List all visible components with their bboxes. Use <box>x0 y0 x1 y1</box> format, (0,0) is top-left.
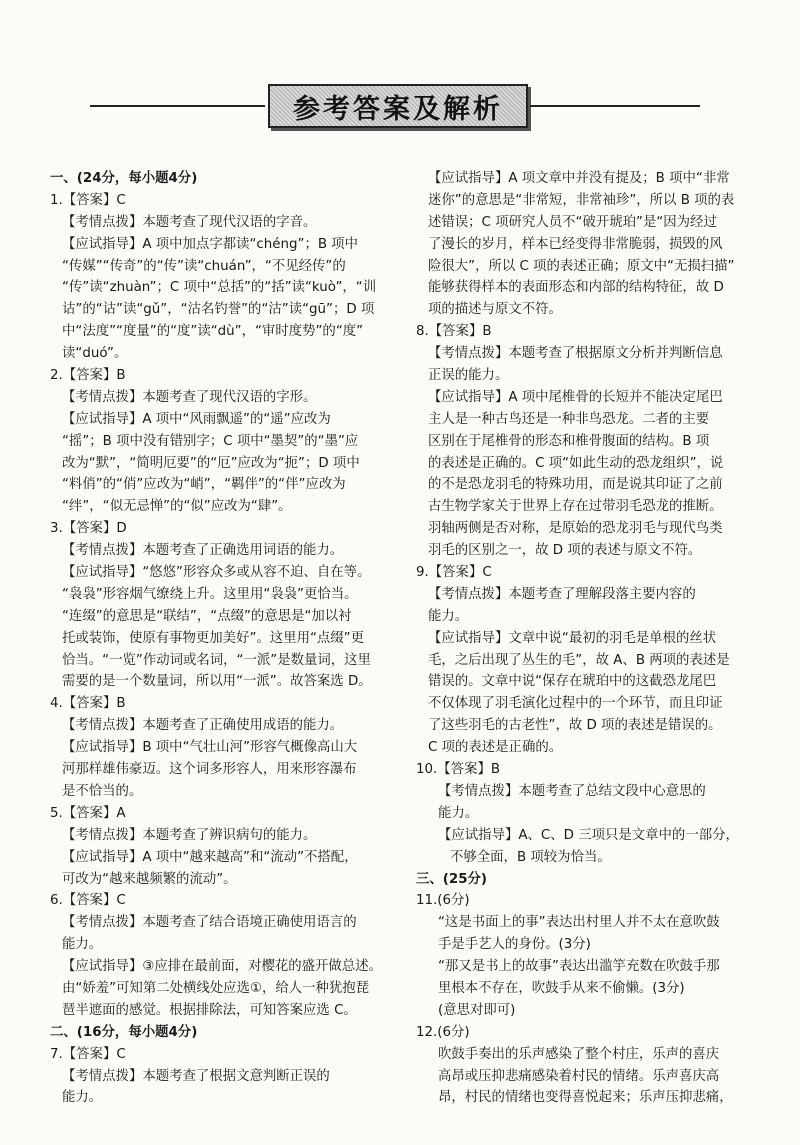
text-line: 【应试指导】“悠悠”形容众多或从容不迫、自在等。 <box>62 565 371 581</box>
text-line: 【考情点拨】本题考查了现代汉语的字形。 <box>62 389 317 405</box>
text-line: “绊”，“似无忌惮”的“似”应改为“肆”。 <box>62 499 292 515</box>
text-line: 11.(6分) <box>416 893 470 909</box>
text-line: 【考情点拨】本题考查了总结文段中心意思的 <box>438 783 706 799</box>
text-line: 能够获得样本的表面形态和内部的结构特征，故 D <box>428 280 724 296</box>
text-line: 【应试指导】A 项中“风雨飘遥”的“遥”应改为 <box>62 411 331 427</box>
text-line: 是不恰当的。 <box>62 783 143 799</box>
header-rule-left <box>90 105 265 107</box>
title-box <box>268 84 528 128</box>
text-line: 一、(24分，每小题4分) <box>50 171 198 186</box>
text-line: 迷你”的意思是“非常短，非常袖珍”，所以 B 项的表 <box>428 192 735 208</box>
text-line: 不够全面，B 项较为恰当。 <box>450 849 611 865</box>
text-line: 3.【答案】D <box>50 521 127 537</box>
text-line: “传”读“zhuàn”；C 项中“总括”的“括”读“kuò”，“训 <box>62 280 377 296</box>
text-line: 【考情点拨】本题考查了正确选用词语的能力。 <box>62 543 344 559</box>
text-line: 毛，之后出现了丛生的毛”，故 A、B 两项的表述是 <box>428 652 730 668</box>
text-line: 手是手艺人的身份。(3分) <box>438 937 591 953</box>
text-line: 7.【答案】C <box>50 1046 126 1062</box>
text-line: 错误的。文章中说“保存在琥珀中的这截恐龙尾巴 <box>428 674 717 690</box>
text-line: “摇”；B 项中没有错别字；C 项中“墨契”的“墨”应 <box>62 433 359 449</box>
text-line: 2.【答案】B <box>50 368 126 384</box>
text-line: (意思对即可) <box>438 1002 516 1018</box>
text-line: 不仅体现了羽毛演化过程中的一个环节，而且印证 <box>428 696 723 712</box>
text-line: 里根本不存在，吹鼓手从来不偷懒。(3分) <box>438 980 685 996</box>
text-line: 吹鼓手奏出的乐声感染了整个村庄，乐声的喜庆 <box>438 1046 720 1062</box>
text-line: 4.【答案】B <box>50 696 126 712</box>
text-line: 【应试指导】③应排在最前面，对樱花的盛开做总述。 <box>62 959 382 975</box>
text-line: 8.【答案】B <box>416 324 492 340</box>
text-line: 需要的是一个数量词，所以用“一派”。故答案选 D。 <box>62 674 372 690</box>
text-line: “袅袅”形容烟气缭绕上升。这里用“袅袅”更恰当。 <box>62 586 358 602</box>
text-line: 【考情点拨】本题考查了理解段落主要内容的 <box>428 586 696 602</box>
text-line: 正误的能力。 <box>428 368 509 384</box>
text-line: 【应试指导】A 项中加点字都读“chéng”；B 项中 <box>62 236 359 252</box>
text-line: 羽轴两侧是否对称，是原始的恐龙羽毛与现代鸟类 <box>428 521 723 537</box>
text-line: 了这些羽毛的古老性”，故 D 项的表述是错误的。 <box>428 718 722 734</box>
text-line: 述错误；C 项研究人员不“破开琥珀”是“因为经过 <box>428 214 717 230</box>
text-line: 区别在于尾椎骨的形态和椎骨腹面的结构。B 项 <box>428 433 710 449</box>
text-line: 恰当。“一览”作动词或名词，“一派”是数量词，这里 <box>62 652 371 668</box>
text-line: 5.【答案】A <box>50 805 126 821</box>
right-column <box>416 168 768 1109</box>
text-line: 10.【答案】B <box>416 762 501 778</box>
text-line: 【考情点拨】本题考查了正确使用成语的能力。 <box>62 718 344 734</box>
text-line: 能力。 <box>428 608 469 624</box>
text-line: 险很大”，所以 C 项的表述正确；原文中“无损扫描” <box>428 258 735 274</box>
text-line: 【应试指导】A 项中“越来越高”和“流动”不搭配， <box>62 849 358 865</box>
text-line: 的不是恐龙羽毛的特殊功用，而是说其印证了之前 <box>428 477 723 493</box>
text-line: 二、(16分，每小题4分) <box>50 1024 198 1040</box>
text-line: 能力。 <box>62 937 103 953</box>
text-line: 【应试指导】A、C、D 三项只是文章中的一部分， <box>438 827 739 843</box>
text-line: 高昂或压抑悲痛感染着村民的情绪。乐声喜庆高 <box>438 1068 720 1084</box>
text-line: 【应试指导】B 项中“气壮山河”形容气概像高山大 <box>62 740 358 756</box>
text-line: 【应试指导】文章中说“最初的羽毛是单根的丝状 <box>428 630 717 646</box>
text-line: 读“duó”。 <box>62 346 128 362</box>
page-header <box>0 80 800 136</box>
text-line: 琶半遮面的感觉。根据排除法，可知答案应选 C。 <box>62 1002 357 1018</box>
text-line: 【应试指导】A 项文章中并没有提及；B 项中“非常 <box>428 171 730 186</box>
text-line: “料俏”的“俏”应改为“峭”，“羁伴”的“伴”应改为 <box>62 477 346 493</box>
text-line: “那又是书上的故事”表达出滥竽充数在吹鼓手那 <box>438 959 720 975</box>
text-line: 改为“默”，“简明厄要”的“厄”应改为“扼”；D 项中 <box>62 455 360 471</box>
text-line: “传媒”“传奇”的“传”读“chuán”，“不见经传”的 <box>62 258 346 274</box>
text-line: 9.【答案】C <box>416 565 492 581</box>
text-line: 【应试指导】A 项中尾椎骨的长短并不能决定尾巴 <box>428 389 723 405</box>
text-line: 了漫长的岁月，样本已经变得非常脆弱，损毁的风 <box>428 236 723 252</box>
text-line: 古生物学家关于世界上存在过带羽毛恐龙的推断。 <box>428 499 723 515</box>
text-line: 项的描述与原文不符。 <box>428 302 562 318</box>
text-line: 诂”的“诂”读“gǔ”，“沽名钓誉”的“沽”读“gū”；D 项 <box>62 302 375 318</box>
text-line: 可改为“越来越频繁的流动”。 <box>62 871 237 887</box>
text-line: 河那样雄伟豪迈。这个词多形容人，用来形容瀑布 <box>62 762 357 778</box>
text-line: 昂，村民的情绪也变得喜悦起来；乐声压抑悲痛， <box>438 1090 733 1106</box>
text-line: “连缀”的意思是“联结”，“点缀”的意思是“加以衬 <box>62 608 352 624</box>
text-line: 【考情点拨】本题考查了结合语境正确使用语言的 <box>62 915 357 931</box>
page-title: 参考答案及解析 <box>293 93 503 125</box>
text-line: 【考情点拨】本题考查了现代汉语的字音。 <box>62 214 317 230</box>
text-line: 1.【答案】C <box>50 192 126 208</box>
text-line: C 项的表述是正确的。 <box>428 740 563 756</box>
text-line: 6.【答案】C <box>50 893 126 909</box>
text-line: “这是书面上的事”表达出村里人并不太在意吹鼓 <box>438 915 720 931</box>
left-column <box>50 168 402 1109</box>
text-line: 能力。 <box>62 1090 103 1106</box>
text-line: 【考情点拨】本题考查了根据原文分析并判断信息 <box>428 346 723 362</box>
text-line: 主人是一种古鸟还是一种非鸟恐龙。二者的主要 <box>428 411 710 427</box>
text-line: 【考情点拨】本题考查了根据文意判断正误的 <box>62 1068 330 1084</box>
text-line: 【考情点拨】本题考查了辨识病句的能力。 <box>62 827 317 843</box>
text-line: 12.(6分) <box>416 1024 470 1040</box>
text-line: 托或装饰，使原有事物更加美好”。这里用“点缀”更 <box>62 630 365 646</box>
text-line: 的表述是正确的。C 项“如此生动的恐龙组织”，说 <box>428 455 724 471</box>
header-rule-right <box>530 105 700 107</box>
text-line: 三、(25分) <box>416 871 488 887</box>
text-line: 中“法度”“度量”的“度”读“dù”，“审时度势”的“度” <box>62 324 364 340</box>
text-line: 由“娇羞”可知第二处横线处应选①，给人一种犹抱琵 <box>62 980 370 996</box>
text-line: 能力。 <box>438 805 479 821</box>
text-line: 羽毛的区别之一，故 D 项的表述与原文不符。 <box>428 543 702 559</box>
